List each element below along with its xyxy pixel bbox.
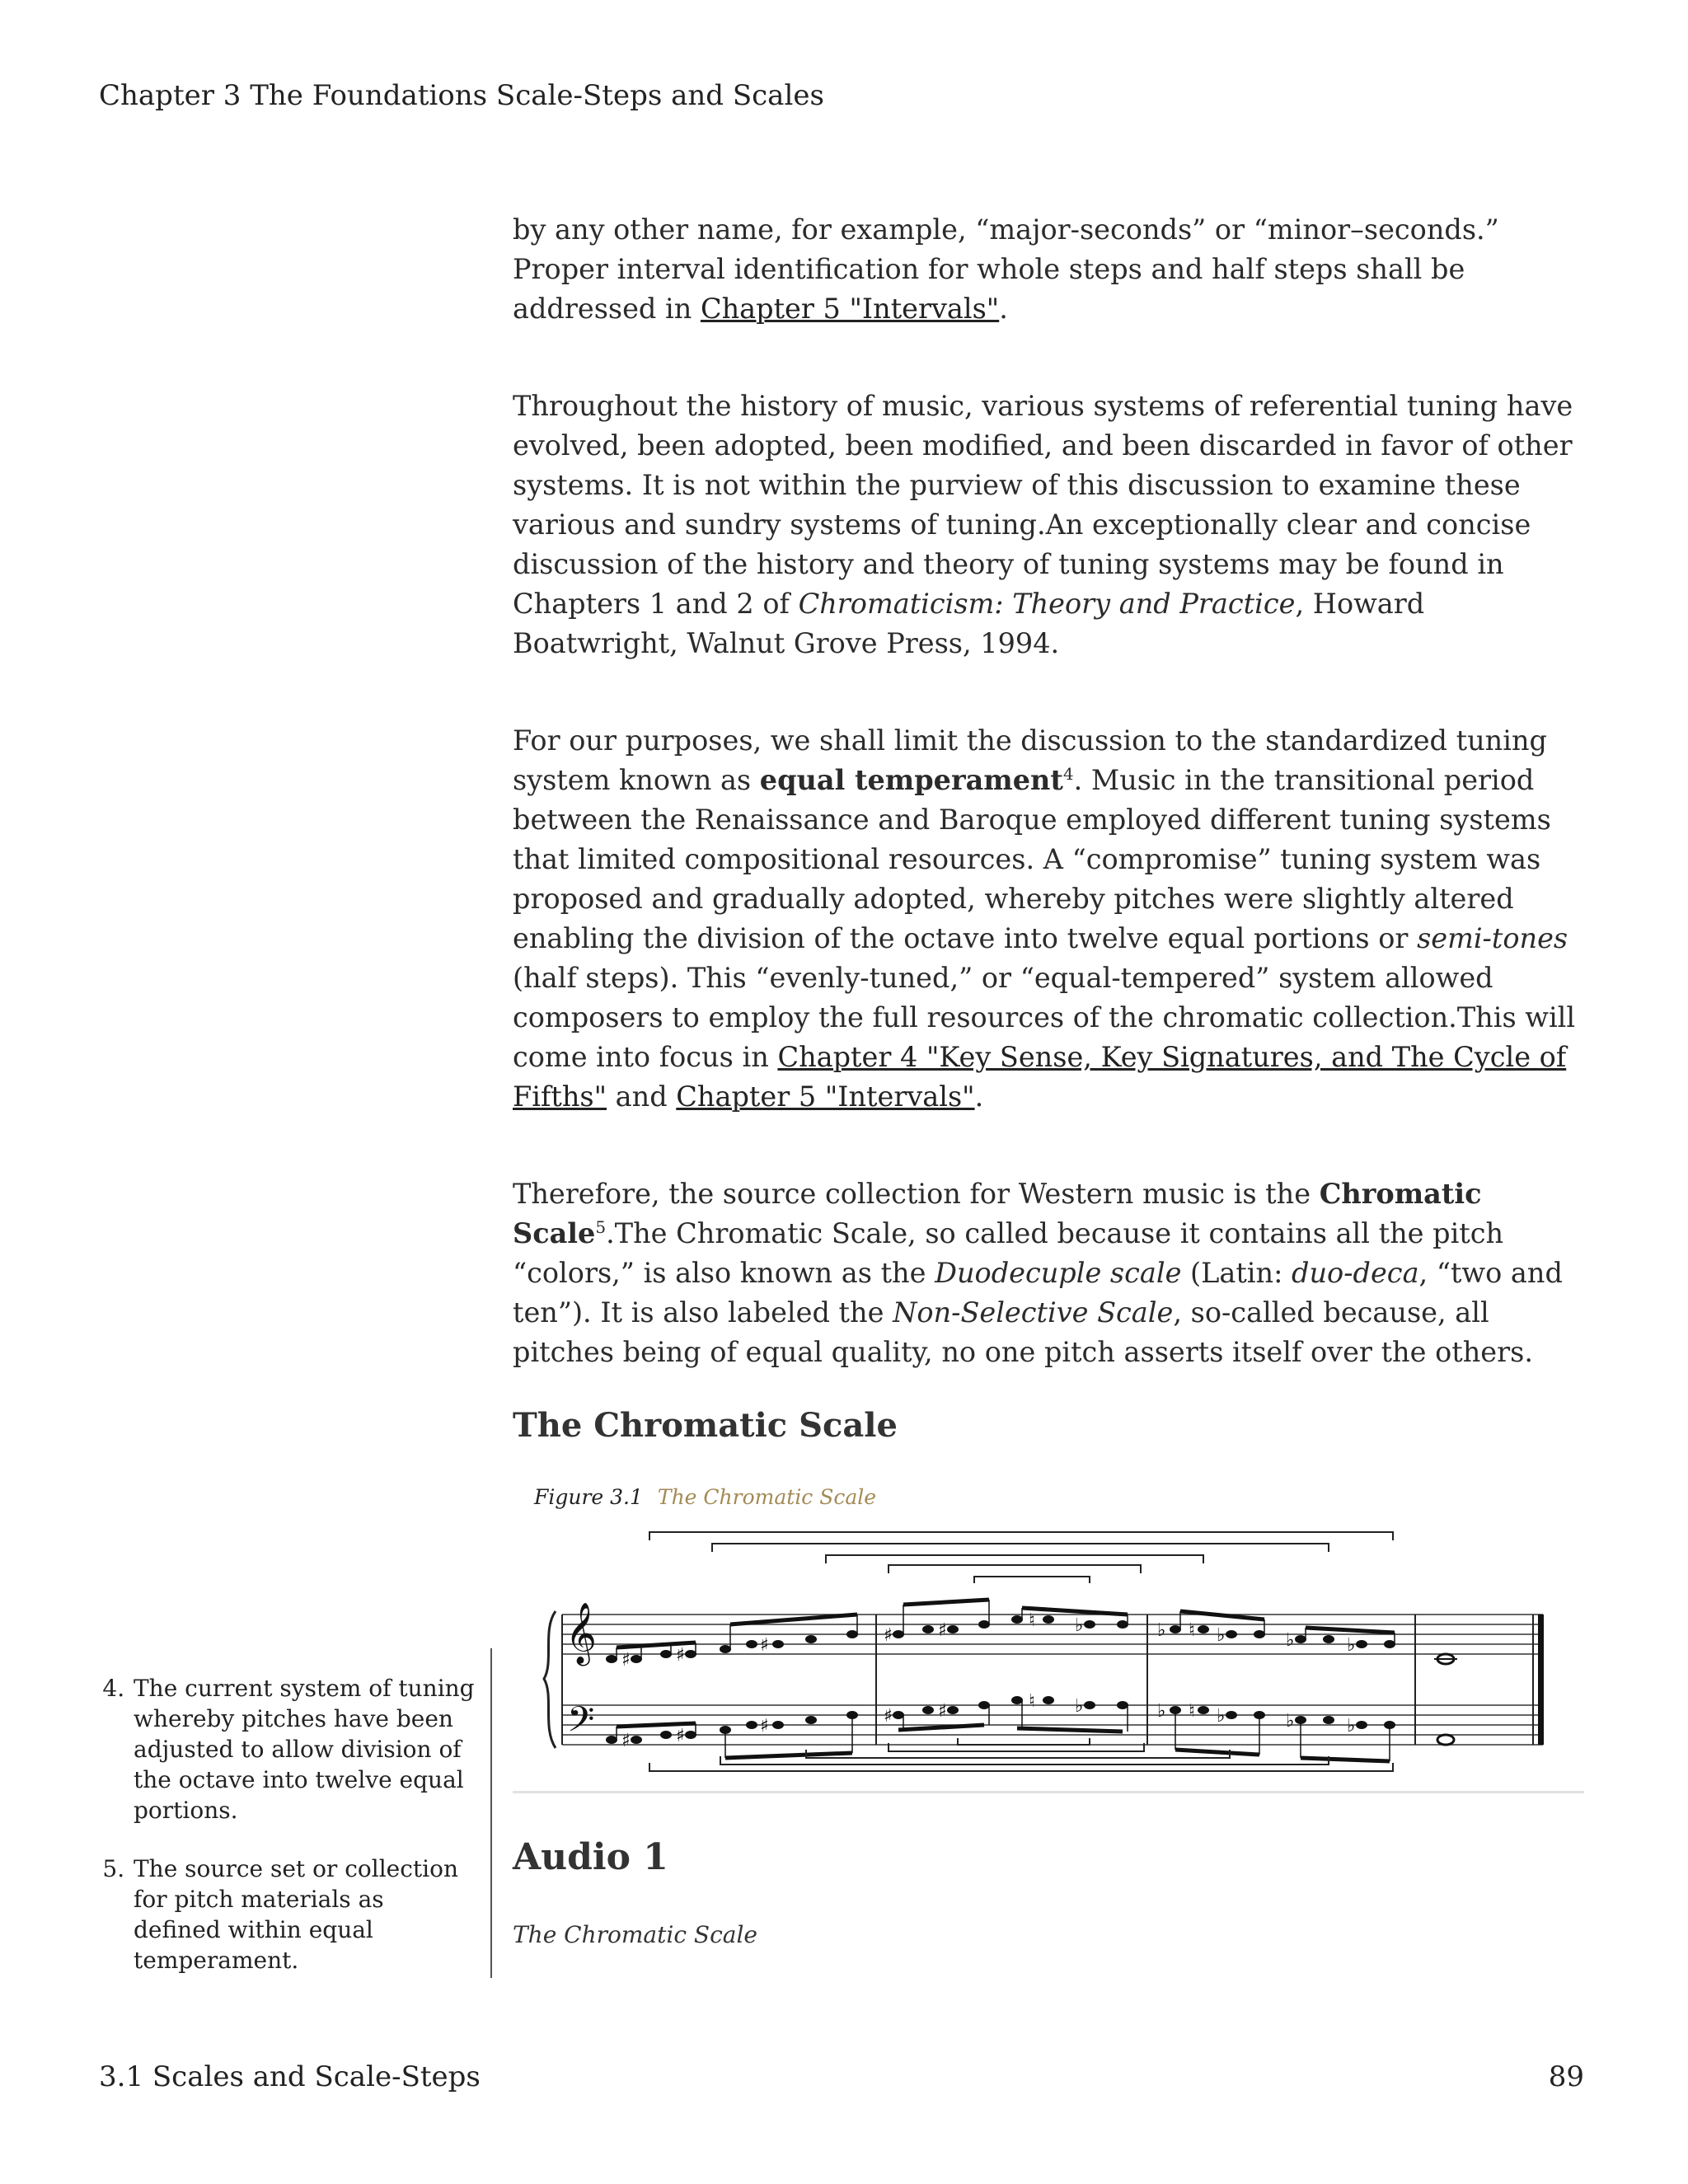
bass-beams	[617, 1723, 1390, 1761]
paragraph-text: .	[999, 293, 1008, 325]
paragraph-4	[513, 1174, 1584, 1372]
main-content	[513, 210, 1584, 1952]
bass-notes	[606, 1696, 1395, 1744]
svg-text:♭: ♭	[1157, 1620, 1166, 1641]
final-barline	[1538, 1615, 1544, 1745]
svg-text:♯: ♯	[676, 1645, 685, 1666]
svg-text:♭: ♭	[1157, 1701, 1166, 1722]
svg-text:♭: ♭	[1347, 1635, 1356, 1656]
book-title: Chromaticism: Theory and Practice	[798, 588, 1296, 620]
treble-stems	[617, 1600, 1395, 1659]
svg-text:♭: ♭	[1217, 1625, 1226, 1646]
top-brackets	[649, 1532, 1393, 1583]
margin-notes	[104, 1673, 475, 2004]
paragraph-3	[513, 721, 1584, 1117]
accidentals	[621, 1610, 1355, 1751]
music-notation	[513, 1522, 1584, 1786]
footnote-ref-4[interactable]: 4	[1062, 763, 1074, 784]
treble-clef: 𝄞	[565, 1603, 597, 1664]
svg-text:♮: ♮	[1189, 1620, 1195, 1641]
svg-text:♯: ♯	[760, 1635, 769, 1656]
svg-text:♭: ♭	[1075, 1615, 1084, 1636]
bass-whole-note	[1437, 1735, 1454, 1745]
margin-notes-rule	[490, 1648, 492, 1978]
term-duodecuple: Duodecuple scale	[935, 1257, 1182, 1289]
footnote-ref-5[interactable]: 5	[595, 1216, 607, 1237]
paragraph-text: Throughout the history of music, various systems of referential tuning have evolved, been adopted, been modified, and been discarded in favor of other systems. It is not within the purview of this discussion to examine these various and sundry systems of tuning.An exceptionally clear and concise discussion of the history and theory of tuning systems may be found in Chapters 1 and 2 of	[513, 390, 1573, 620]
paragraph-text: Therefore, the source collection for Western music is the	[513, 1178, 1320, 1210]
footnote-4: 4. The current system of tuning whereby pitches have been adjusted to allow division of the octave into twelve equal portions.	[132, 1673, 475, 1825]
term-duo-deca: duo-deca	[1292, 1257, 1419, 1289]
brace	[544, 1611, 556, 1748]
link-chapter-5[interactable]: Chapter 5 "Intervals"	[700, 293, 1000, 325]
svg-text:♯: ♯	[884, 1625, 893, 1646]
paragraph-text: .	[974, 1080, 984, 1113]
figure-title: The Chromatic Scale	[657, 1485, 877, 1509]
treble-beams	[617, 1600, 1395, 1647]
paragraph-text: by any other name, for example, “major-seconds” or “minor–seconds.” Proper interval identification for whole steps and half steps shall be addressed in	[513, 213, 1499, 325]
term-non-selective: Non-Selective Scale	[893, 1296, 1174, 1329]
paragraph-text: (Latin:	[1181, 1257, 1292, 1289]
term-chromatic-scale: Chromatic Scale	[513, 1178, 1482, 1249]
section-heading: The Chromatic Scale	[513, 1406, 898, 1445]
paragraph-2	[513, 387, 1584, 663]
svg-text:♯: ♯	[676, 1726, 685, 1746]
svg-text:♯: ♯	[884, 1706, 893, 1727]
svg-text:♭: ♭	[1075, 1696, 1084, 1717]
footer-section: 3.1 Scales and Scale-Steps	[99, 2060, 481, 2093]
audio-title: The Chromatic Scale	[513, 1921, 757, 1948]
staff-lines	[562, 1615, 1543, 1745]
figure-number: Figure 3.1	[534, 1485, 643, 1509]
svg-text:♭: ♭	[1347, 1716, 1356, 1736]
svg-text:♯: ♯	[938, 1701, 947, 1722]
treble-notes	[606, 1615, 1395, 1663]
paragraph-text: (half steps). This “evenly-tuned,” or “equal-tempered” system allowed composers to employ the full resources of the chromatic collection.This will come into focus in	[513, 962, 1576, 1073]
audio-heading: Audio 1	[513, 1836, 668, 1878]
svg-text:♯: ♯	[621, 1650, 631, 1671]
page-number: 89	[1548, 2060, 1584, 2093]
figure-caption	[534, 1483, 1584, 1512]
paragraph-text: For our purposes, we shall limit the discussion to the standardized tuning system known as	[513, 724, 1547, 796]
paragraph-text: , so-called because, all pitches being of equal quality, no one pitch asserts itself over the others.	[513, 1296, 1533, 1368]
svg-text:♮: ♮	[1189, 1701, 1195, 1722]
term-equal-temperament: equal temperament	[759, 764, 1063, 796]
svg-text:♮: ♮	[1029, 1691, 1035, 1712]
paragraph-text: , Howard Boatwright, Walnut Grove Press, 1994.	[513, 588, 1425, 659]
paragraph-1	[513, 210, 1584, 329]
svg-text:♯: ♯	[621, 1731, 631, 1751]
paragraph-text: and	[607, 1080, 677, 1113]
term-semi-tones: semi-tones	[1417, 922, 1568, 954]
svg-text:♭: ♭	[1217, 1706, 1226, 1727]
paragraph-text: . Music in the transitional period between the Renaissance and Baroque employed different tuning systems that limited compositional resources. A “compromise” tuning system was proposed and gradually adopted, whereby pitches were slightly altered enabling the division of the octave into twelve equal portions or	[513, 764, 1551, 954]
running-head: Chapter 3 The Foundations Scale-Steps and Scales	[99, 79, 824, 112]
svg-text:♭: ♭	[1286, 1711, 1295, 1732]
link-chapter-4[interactable]: Chapter 4 "Key Sense, Key Signatures, and The Cycle of Fifths"	[513, 1041, 1567, 1113]
figure-chromatic-scale	[513, 1522, 1584, 1793]
paragraph-text: .The Chromatic Scale, so called because it contains all the pitch “colors,” is also known as the	[513, 1217, 1504, 1289]
bass-clef: 𝄢	[567, 1699, 595, 1749]
paragraph-text: , “two and ten”). It is also labeled the	[513, 1257, 1563, 1329]
svg-text:♭: ♭	[1286, 1630, 1295, 1651]
svg-text:♮: ♮	[1029, 1610, 1035, 1631]
svg-text:♯: ♯	[938, 1620, 947, 1641]
link-chapter-5[interactable]: Chapter 5 "Intervals"	[676, 1080, 975, 1113]
footnote-5: 5. The source set or collection for pitch materials as defined within equal temperament.	[132, 1854, 475, 1975]
svg-text:♯: ♯	[760, 1716, 769, 1736]
